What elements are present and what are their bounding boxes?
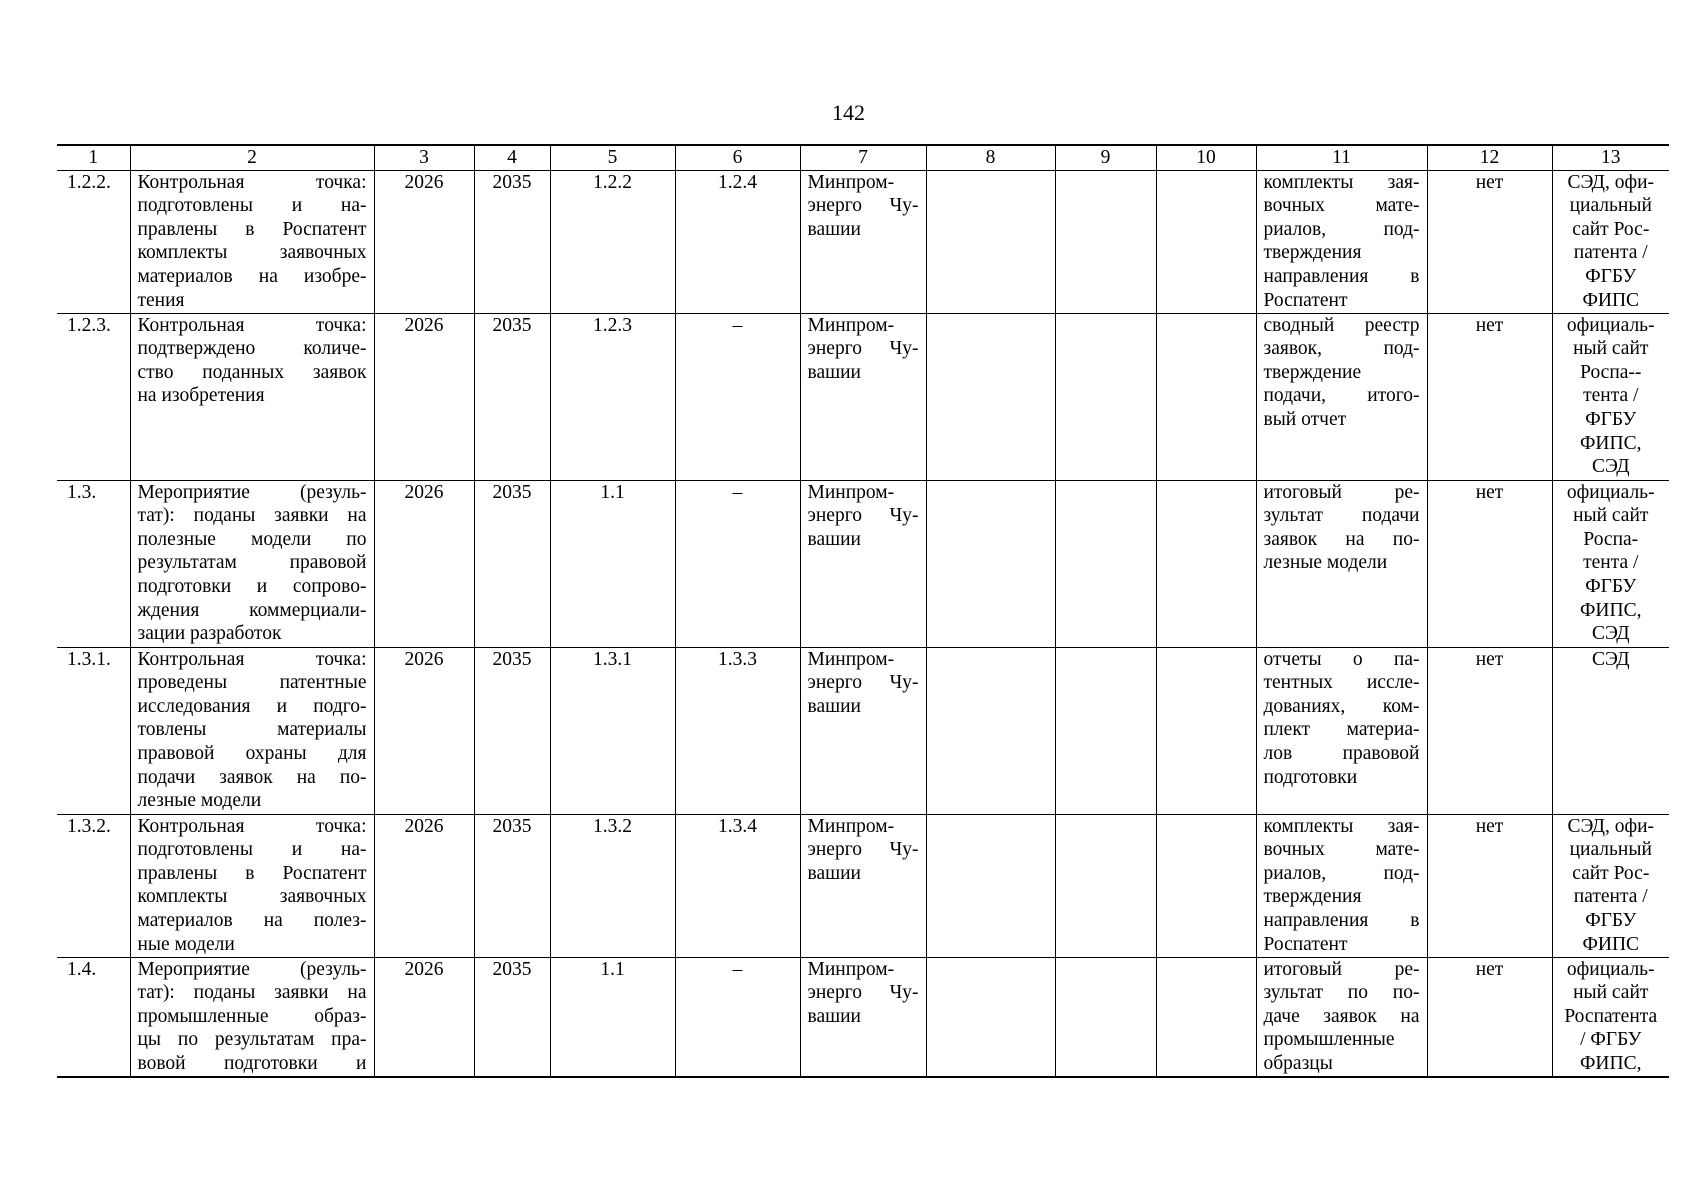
cell-line: вашии (807, 862, 861, 884)
description-cell (130, 957, 374, 1076)
cell-line: Роспатент (1263, 289, 1348, 311)
cell-line: зультат по по- (1263, 982, 1420, 1004)
end-year-cell: 2035 (474, 170, 550, 313)
cell-line: СЭД (1591, 456, 1630, 478)
column-number-cell: 12 (1427, 145, 1552, 170)
cell-line: ный сайт (1573, 338, 1649, 360)
cell-line: энерго Чу- (807, 839, 919, 861)
cell-line: правлены в Роспатент (137, 218, 367, 240)
column-12-cell: нет (1427, 647, 1552, 814)
cell-line: исследования и подго- (137, 695, 367, 717)
cell-line: энерго Чу- (807, 505, 919, 527)
cell-line: направления в (1263, 909, 1420, 931)
table-row (57, 480, 1669, 647)
cell-line: ство поданных заявок (137, 361, 367, 383)
cell-line: Контрольная точка: (137, 314, 367, 336)
cell-line: подготовлены и на- (137, 195, 367, 217)
cell-line: итоговый ре- (1263, 958, 1420, 980)
cell-line: тентных иссле- (1263, 672, 1420, 694)
cell-line: СЭД (1591, 648, 1630, 670)
column-number-cell: 9 (1055, 145, 1156, 170)
cell-line: вашии (807, 218, 861, 240)
cell-line: материалов на полез- (137, 909, 367, 931)
column-number-cell: 8 (926, 145, 1055, 170)
start-year-cell: 2026 (374, 957, 474, 1076)
cell-line: ждения коммерциали- (137, 599, 367, 621)
description-cell (130, 313, 374, 480)
column-8-cell (926, 957, 1055, 1076)
cell-line: сводный реестр (1263, 314, 1420, 336)
item-number-cell: 1.4. (57, 957, 130, 1076)
cell-line: риалов, под- (1263, 862, 1420, 884)
responsible-cell (800, 313, 926, 480)
column-9-cell (1055, 647, 1156, 814)
result-document-cell (1256, 647, 1427, 814)
column-number-cell: 3 (374, 145, 474, 170)
start-year-cell: 2026 (374, 814, 474, 957)
cell-line: Минпром- (807, 648, 895, 670)
column-number-cell: 5 (550, 145, 675, 170)
cell-line: Роспатента (1564, 1005, 1658, 1027)
cell-line: тента / (1583, 385, 1639, 407)
cell-line: подготовки и сопрово- (137, 575, 367, 597)
cell-line: Минпром- (807, 815, 895, 837)
cell-line: дованиях, ком- (1263, 695, 1420, 717)
cell-line: лезные модели (1263, 552, 1388, 574)
column-12-cell: нет (1427, 814, 1552, 957)
table-row (57, 957, 1669, 1076)
responsible-cell (800, 647, 926, 814)
cell-line: заявок на по- (1263, 528, 1420, 550)
successor-cell: 1.3.4 (675, 814, 800, 957)
description-cell (130, 814, 374, 957)
cell-line: официаль- (1566, 958, 1655, 980)
predecessor-cell: 1.2.3 (550, 313, 675, 480)
description-cell (130, 647, 374, 814)
result-document-cell (1256, 313, 1427, 480)
cell-line: сайт Рос- (1572, 218, 1650, 240)
cell-line: вочных мате- (1263, 195, 1420, 217)
predecessor-cell: 1.3.2 (550, 814, 675, 957)
cell-line: образцы (1263, 1052, 1333, 1074)
column-9-cell (1055, 170, 1156, 313)
cell-line: энерго Чу- (807, 672, 919, 694)
column-number-cell: 2 (130, 145, 374, 170)
table-row (57, 313, 1669, 480)
cell-line: результатам правовой (137, 552, 367, 574)
cell-line: цы по результатам пра- (137, 1029, 367, 1051)
column-number-cell: 4 (474, 145, 550, 170)
predecessor-cell: 1.2.2 (550, 170, 675, 313)
cell-line: риалов, под- (1263, 218, 1420, 240)
cell-line: энерго Чу- (807, 982, 919, 1004)
cell-line: тверждения (1263, 242, 1362, 264)
table-row (57, 814, 1669, 957)
plan-table (57, 144, 1669, 1078)
cell-line: материалов на изобре- (137, 265, 367, 287)
column-number-cell: 10 (1156, 145, 1256, 170)
cell-line: Минпром- (807, 171, 895, 193)
cell-line: вовой подготовки и (137, 1052, 367, 1074)
cell-line: ФИПС, (1580, 432, 1642, 454)
page-number: 142 (832, 100, 865, 125)
cell-line: ФИПС, (1580, 1052, 1642, 1074)
cell-line: СЭД (1591, 623, 1630, 645)
cell-line: подачи, итого- (1263, 385, 1420, 407)
cell-line: ФГБУ (1585, 408, 1637, 430)
column-8-cell (926, 480, 1055, 647)
column-10-cell (1156, 814, 1256, 957)
column-10-cell (1156, 957, 1256, 1076)
start-year-cell: 2026 (374, 313, 474, 480)
result-document-cell (1256, 170, 1427, 313)
cell-line: СЭД, офи- (1567, 815, 1655, 837)
cell-line: вашии (807, 1005, 861, 1027)
cell-line: ФИПС, (1580, 599, 1642, 621)
cell-line: Контрольная точка: (137, 648, 367, 670)
cell-line: ный сайт (1573, 982, 1649, 1004)
cell-line: энерго Чу- (807, 195, 919, 217)
cell-line: проведены патентные (137, 672, 367, 694)
result-document-cell (1256, 814, 1427, 957)
info-source-cell (1552, 480, 1669, 647)
cell-line: ФИПС (1582, 933, 1640, 955)
cell-line: промышленные (1263, 1029, 1395, 1051)
result-document-cell (1256, 480, 1427, 647)
responsible-cell (800, 170, 926, 313)
cell-line: Контрольная точка: (137, 815, 367, 837)
cell-line: комплекты зая- (1263, 815, 1420, 837)
column-10-cell (1156, 647, 1256, 814)
predecessor-cell: 1.1 (550, 480, 675, 647)
responsible-cell (800, 814, 926, 957)
cell-line: вашии (807, 361, 861, 383)
responsible-cell (800, 957, 926, 1076)
item-number-cell: 1.2.3. (57, 313, 130, 480)
cell-line: подачи заявок на по- (137, 766, 367, 788)
successor-cell: – (675, 480, 800, 647)
column-10-cell (1156, 170, 1256, 313)
cell-line: Роспа- (1583, 528, 1639, 550)
predecessor-cell: 1.3.1 (550, 647, 675, 814)
cell-line: лезные модели (137, 790, 262, 812)
info-source-cell (1552, 647, 1669, 814)
successor-cell: – (675, 313, 800, 480)
cell-line: Мероприятие (резуль- (137, 958, 367, 980)
info-source-cell (1552, 313, 1669, 480)
cell-line: СЭД, офи- (1567, 171, 1655, 193)
start-year-cell: 2026 (374, 480, 474, 647)
result-document-cell (1256, 957, 1427, 1076)
info-source-cell (1552, 814, 1669, 957)
table-row (57, 647, 1669, 814)
cell-line: комплекты зая- (1263, 171, 1420, 193)
cell-line: энерго Чу- (807, 338, 919, 360)
cell-line: официаль- (1566, 481, 1655, 503)
start-year-cell: 2026 (374, 647, 474, 814)
cell-line: промышленные образ- (137, 1005, 367, 1027)
column-12-cell: нет (1427, 170, 1552, 313)
responsible-cell (800, 480, 926, 647)
info-source-cell (1552, 957, 1669, 1076)
column-number-row (57, 145, 1669, 170)
column-number-cell: 11 (1256, 145, 1427, 170)
cell-line: направления в (1263, 265, 1420, 287)
end-year-cell: 2035 (474, 957, 550, 1076)
cell-line: ный сайт (1573, 505, 1649, 527)
cell-line: вашии (807, 695, 861, 717)
column-12-cell: нет (1427, 480, 1552, 647)
column-12-cell: нет (1427, 957, 1552, 1076)
item-number-cell: 1.3.1. (57, 647, 130, 814)
cell-line: патента / (1573, 886, 1648, 908)
cell-line: Роспа-- (1580, 361, 1642, 383)
cell-line: отчеты о па- (1263, 648, 1420, 670)
cell-line: зации разработок (137, 623, 282, 645)
cell-line: зультат подачи (1263, 505, 1420, 527)
cell-line: ФГБУ (1585, 575, 1637, 597)
cell-line: подтверждено количе- (137, 338, 367, 360)
column-9-cell (1055, 814, 1156, 957)
column-number-cell: 6 (675, 145, 800, 170)
column-number-cell: 7 (800, 145, 926, 170)
cell-line: заявок, под- (1263, 338, 1420, 360)
column-9-cell (1055, 313, 1156, 480)
successor-cell: 1.2.4 (675, 170, 800, 313)
item-number-cell: 1.2.2. (57, 170, 130, 313)
cell-line: тат): поданы заявки на (137, 982, 367, 1004)
cell-line: тента / (1583, 552, 1639, 574)
start-year-cell: 2026 (374, 170, 474, 313)
cell-line: тверждение (1263, 361, 1362, 383)
cell-line: Мероприятие (резуль- (137, 481, 367, 503)
end-year-cell: 2035 (474, 313, 550, 480)
cell-line: итоговый ре- (1263, 481, 1420, 503)
end-year-cell: 2035 (474, 480, 550, 647)
info-source-cell (1552, 170, 1669, 313)
cell-line: Роспатент (1263, 933, 1348, 955)
cell-line: тат): поданы заявки на (137, 505, 367, 527)
column-number-cell: 1 (57, 145, 130, 170)
cell-line: на изобретения (137, 385, 265, 407)
item-number-cell: 1.3. (57, 480, 130, 647)
column-8-cell (926, 647, 1055, 814)
column-number-cell: 13 (1552, 145, 1669, 170)
description-cell (130, 480, 374, 647)
cell-line: правлены в Роспатент (137, 862, 367, 884)
cell-line: плект материа- (1263, 719, 1420, 741)
cell-line: циальный (1569, 839, 1652, 861)
cell-line: тверждения (1263, 886, 1362, 908)
description-cell (130, 170, 374, 313)
cell-line: подготовлены и на- (137, 839, 367, 861)
cell-line: даче заявок на (1263, 1005, 1420, 1027)
cell-line: вый отчет (1263, 408, 1347, 430)
cell-line: Минпром- (807, 958, 895, 980)
cell-line: официаль- (1566, 314, 1655, 336)
cell-line: Минпром- (807, 481, 895, 503)
cell-line: правовой охраны для (137, 742, 367, 764)
cell-line: вочных мате- (1263, 839, 1420, 861)
cell-line: вашии (807, 528, 861, 550)
successor-cell: 1.3.3 (675, 647, 800, 814)
column-8-cell (926, 313, 1055, 480)
cell-line: ФГБУ (1585, 909, 1637, 931)
cell-line: циальный (1569, 195, 1652, 217)
cell-line: комплекты заявочных (137, 886, 367, 908)
successor-cell: – (675, 957, 800, 1076)
cell-line: / ФГБУ (1580, 1029, 1642, 1051)
cell-line: Контрольная точка: (137, 171, 367, 193)
cell-line: лов правовой (1263, 742, 1420, 764)
cell-line: тения (137, 289, 185, 311)
cell-line: патента / (1573, 242, 1648, 264)
column-9-cell (1055, 480, 1156, 647)
cell-line: ФГБУ (1585, 265, 1637, 287)
end-year-cell: 2035 (474, 647, 550, 814)
column-12-cell: нет (1427, 313, 1552, 480)
cell-line: полезные модели по (137, 528, 367, 550)
cell-line: товлены материалы (137, 719, 367, 741)
end-year-cell: 2035 (474, 814, 550, 957)
column-9-cell (1055, 957, 1156, 1076)
column-10-cell (1156, 313, 1256, 480)
cell-line: сайт Рос- (1572, 862, 1650, 884)
column-10-cell (1156, 480, 1256, 647)
item-number-cell: 1.3.2. (57, 814, 130, 957)
cell-line: Минпром- (807, 314, 895, 336)
table-row (57, 170, 1669, 313)
column-8-cell (926, 170, 1055, 313)
cell-line: ФИПС (1582, 289, 1640, 311)
cell-line: подготовки (1263, 766, 1358, 788)
column-8-cell (926, 814, 1055, 957)
cell-line: комплекты заявочных (137, 242, 367, 264)
cell-line: ные модели (137, 933, 235, 955)
predecessor-cell: 1.1 (550, 957, 675, 1076)
